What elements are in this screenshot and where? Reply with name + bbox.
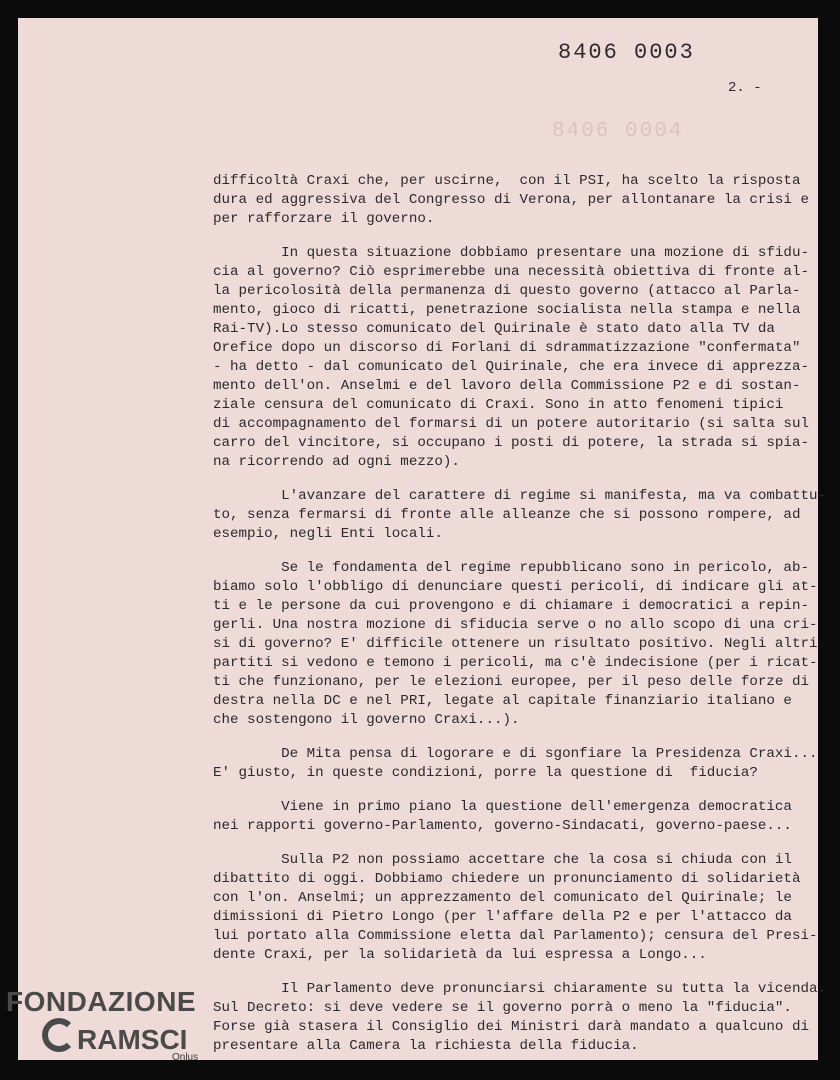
paragraph: Se le fondamenta del regime repubblicano sono in pericolo, ab- biamo solo l'obbligo di denunciare questi pericoli, di indicare gli ti e le persone da cui provengono e di chiamare i democratici a repin- gerli. Una nostra mozione di sfiducia serve o no allo scopo di una cri- si di governo? E' difficile ottenere un risultato positivo. Negli altri partiti si vedono e temono i pericoli, ma c'è indecisione (per i ricat- ti che funzionano, per le elezioni europee, per il peso delle forze di destra nella DC e nel PRI, legate al capitale finanziario italiano e che sostengono il governo Craxi...). — [213, 560, 818, 728]
fondazione-gramsci-watermark — [6, 988, 196, 1054]
paragraph: L'avanzare del carattere di regime si manifesta, ma va combattu- to, senza fermarsi di fronte alle alleanze che si possono rompere, ad esempio, negli Enti locali. — [213, 488, 826, 542]
watermark-line2 — [42, 1018, 196, 1054]
watermark-onlus: Onlus — [172, 1052, 199, 1063]
document-body — [213, 172, 826, 1071]
paragraph: In questa situazione dobbiamo presentare una mozione di sfidu- cia al governo? Ciò esprimerebbe una necessità obiettiva di fronte al- la pericolosità della permanenza di questo governo (attacco al Parla- mento, gioco di ricatti, penetrazione socialista nella stampa e nella Rai-TV).Lo stesso comunicato del Quirinale è stato dato alla TV da Orefice dopo un discorso di Forlani di sdrammatizzazione "confermata" - ha detto - dal comunicato del Quirinale, che era invece di apprezza- mento dell'on. Anselmi e del lavoro della Commissione P2 e di sostan- ziale censura del comunicato di Craxi. Sono in atto fenomeni tipici di accompagnamento del formarsi di un potere autoritario (si salta sul carro del vincitore, si occupano i posti di potere, la strada si spia- na ricorrendo ad ogni mezzo). — [213, 245, 809, 470]
paragraph: difficoltà Craxi che, per uscirne, con il PSI, ha scelto la risposta dura ed aggressiva del Congresso di Verona, per allontanare la crisi per rafforzare il governo. — [213, 173, 801, 227]
watermark-line1: FONDAZIONE — [6, 986, 197, 1017]
watermark-line2-text: RAMSCI — [77, 1024, 188, 1055]
bleed-through-archive-number: 8406 0004 — [552, 120, 684, 143]
archive-number: 8406 0003 — [558, 40, 695, 65]
paragraph: Il Parlamento deve pronunciarsi chiaramente su tutta la vicenda. Sul Decreto: si deve vedere se il governo porrà o meno la "fiducia". Forse già stasera il Consiglio dei Ministri darà mandato a qualcuno di presentare alla Camera la richiesta della fiducia. — [213, 981, 826, 1054]
paragraph: Viene in primo piano la questione dell'emergenza democratica nei rapporti governo-Parlamento, governo-Sindacati, governo-paese... — [213, 799, 792, 834]
paragraph: De Mita pensa di logorare e di sgonfiare la Presidenza Craxi... E' giusto, in queste condizioni, porre la questione di fiducia? — [213, 746, 818, 781]
paragraph: Sulla P2 non possiamo accettare che la cosa si chiuda con il dibattito di oggi. Dobbiamo chiedere un pronunciamento di solidarietà con l'on. Anselmi; un apprezzamento del comunicato del Quirinale; le dimissioni di Pietro Longo (per l'affare della P2 e per l'attacco da lui portato alla Commissione eletta dal Parlamento); censura del Presi- dente Craxi, per la solidarietà da lui espressa a Longo... — [213, 852, 818, 963]
g-logo-icon — [42, 1018, 76, 1052]
page-number: 2. - — [728, 80, 762, 96]
